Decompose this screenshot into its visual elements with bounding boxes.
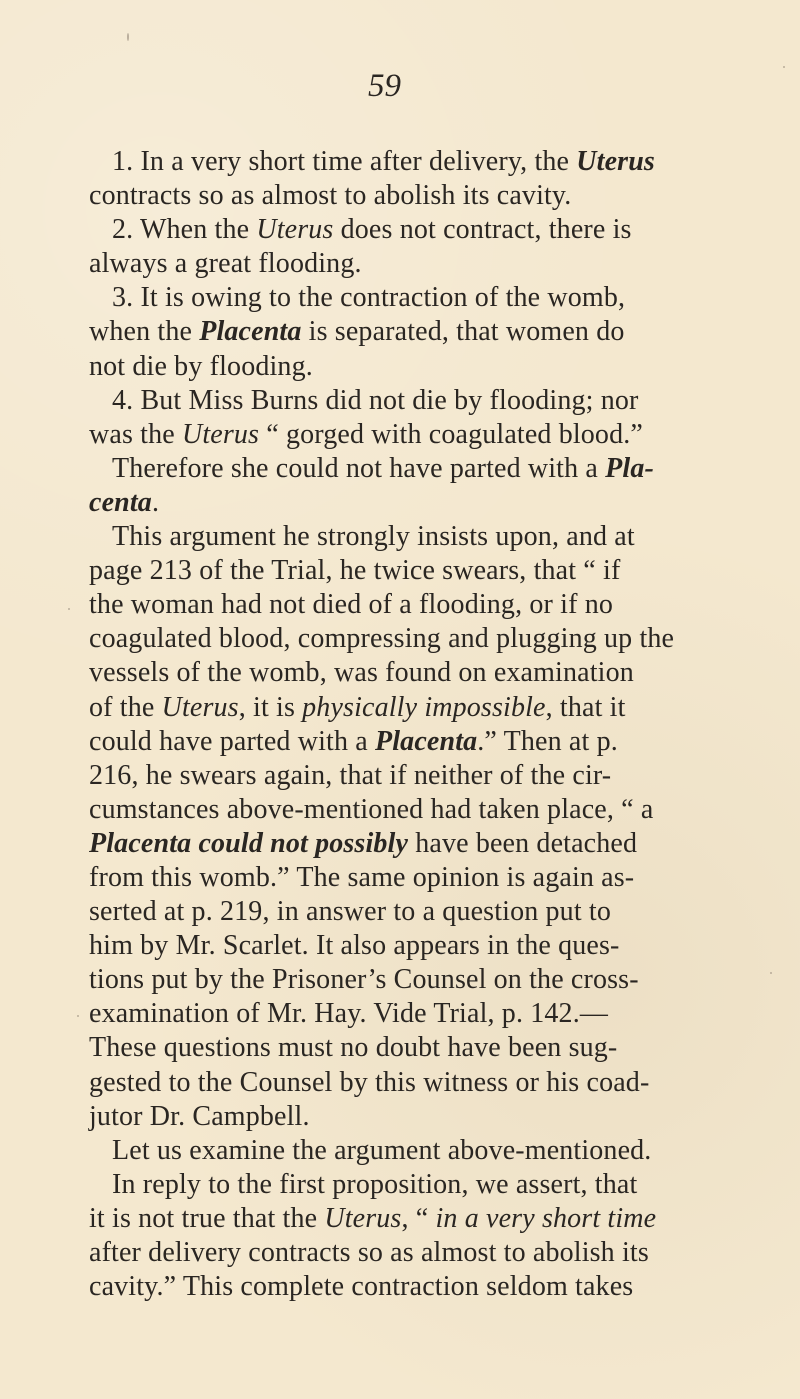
line-16: vessels of the womb, was found on examination — [89, 657, 634, 689]
page-text — [89, 145, 721, 1304]
line-17: of the Uterus, it is physically impossible, that it — [89, 691, 626, 723]
line-5: 3. It is owing to the contraction of the womb, — [112, 282, 626, 314]
line-6: when the Placenta is separated, that women do — [89, 316, 625, 348]
line-14: the woman had not died of a flooding, or if no — [89, 589, 614, 621]
line-3: 2. When the Uterus does not contract, there is — [112, 214, 632, 246]
line-29: jutor Dr. Campbell. — [89, 1100, 310, 1132]
line-13: page 213 of the Trial, he twice swears, that “ if — [89, 555, 621, 587]
line-12: This argument he strongly insists upon, and at — [112, 521, 635, 553]
paper-speck — [68, 608, 70, 610]
line-21: Placenta could not possibly have been detached — [89, 827, 638, 859]
line-30: Let us examine the argument above-mentioned. — [112, 1134, 652, 1166]
line-2: contracts so as almost to abolish its cavity. — [89, 180, 572, 212]
line-4: always a great flooding. — [89, 248, 362, 280]
line-19: 216, he swears again, that if neither of the cir- — [89, 759, 612, 791]
paper-speck — [770, 972, 772, 974]
paper-speck — [783, 66, 785, 68]
line-8: 4. But Miss Burns did not die by flooding; nor — [112, 384, 639, 416]
line-34: cavity.” This complete contraction seldom takes — [89, 1271, 634, 1303]
line-10: Therefore she could not have parted with a Pla- — [112, 452, 654, 484]
line-9: was the Uterus “ gorged with coagulated blood.” — [89, 418, 643, 450]
line-20: cumstances above-mentioned had taken place, “ a — [89, 793, 654, 825]
line-11: centa. — [89, 486, 160, 518]
line-27: These questions must no doubt have been sug- — [89, 1032, 618, 1064]
line-1: 1. In a very short time after delivery, the Uterus — [112, 146, 655, 177]
line-18: could have parted with a Placenta.” Then at p. — [89, 725, 618, 757]
line-22: from this womb.” The same opinion is again as- — [89, 861, 635, 893]
line-32: it is not true that the Uterus, “ in a very short time — [89, 1202, 657, 1234]
paper-speck — [77, 1015, 79, 1017]
page-number: 59 — [368, 68, 401, 104]
line-33: after delivery contracts so as almost to abolish its — [89, 1237, 649, 1268]
line-31: In reply to the first proposition, we assert, that — [112, 1168, 638, 1200]
line-15: coagulated blood, compressing and plugging up the — [89, 623, 675, 655]
line-7: not die by flooding. — [89, 350, 313, 382]
line-26: examination of Mr. Hay. Vide Trial, p. 142.— — [89, 998, 608, 1030]
line-28: gested to the Counsel by this witness or his coad- — [89, 1066, 650, 1098]
line-25: tions put by the Prisoner’s Counsel on the cross- — [89, 964, 639, 996]
paper-speck — [127, 33, 129, 41]
line-23: serted at p. 219, in answer to a question put to — [89, 896, 611, 928]
line-24: him by Mr. Scarlet. It also appears in the ques- — [89, 930, 620, 962]
